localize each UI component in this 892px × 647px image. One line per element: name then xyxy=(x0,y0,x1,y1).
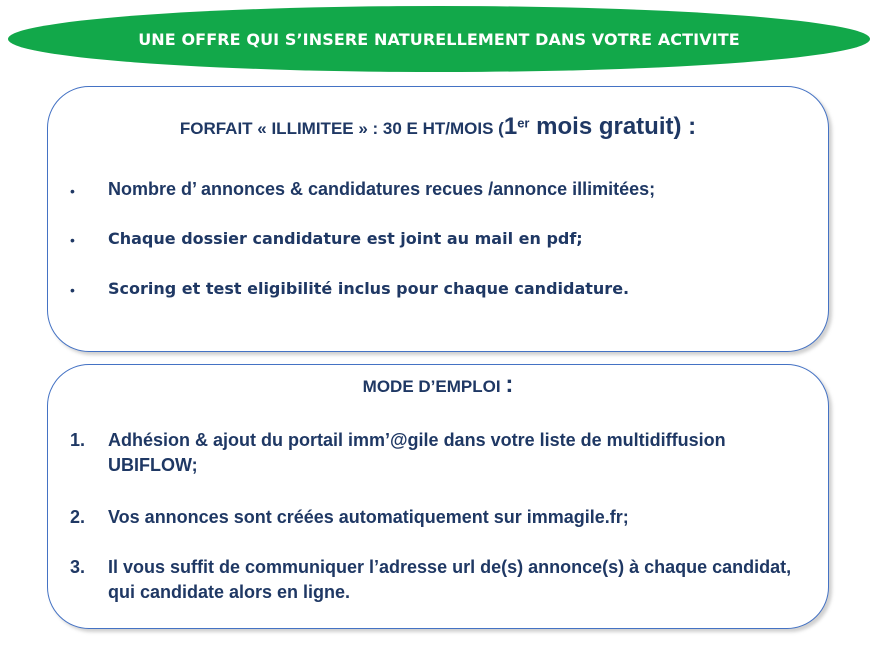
header-banner xyxy=(8,6,870,72)
offer-title xyxy=(48,113,828,141)
offer-title-prefix: FORFAIT « ILLIMITEE » : 30 E HT/MOIS ( xyxy=(179,119,504,138)
offer-bullet: Chaque dossier candidature est joint au mail en pdf; xyxy=(108,229,583,248)
step-number: 2. xyxy=(70,507,86,527)
usage-panel xyxy=(47,364,829,629)
step-text: Adhésion & ajout du portail imm’@gile dans votre liste de multidiffusion UBIFLOW; xyxy=(108,430,726,475)
offer-bullet: Nombre d’ annonces & candidatures recues /annonce illimitées; xyxy=(108,179,656,199)
usage-title-text: MODE D’EMPLOI xyxy=(362,377,501,396)
banner-text: UNE OFFRE QUI S’INSERE NATURELLEMENT DANS VOTRE ACTIVITE xyxy=(138,29,740,49)
usage-title xyxy=(48,371,828,399)
step-number: 3. xyxy=(70,557,86,577)
bullet-icon: • xyxy=(70,282,75,298)
step-text: Vos annonces sont créées automatiquement sur immagile.fr; xyxy=(108,507,629,527)
offer-panel xyxy=(47,86,829,352)
offer-bullet: Scoring et test eligibilité inclus pour chaque candidature. xyxy=(108,279,630,298)
bullet-icon: • xyxy=(70,183,75,199)
bullet-icon: • xyxy=(70,232,75,248)
offer-title-suffix: mois gratuit) : xyxy=(529,113,697,140)
step-text: Il vous suffit de communiquer l’adresse url de(s) annonce(s) à chaque candidat, qui candidate alors en ligne. xyxy=(108,557,792,602)
offer-title-num: 1 xyxy=(503,113,518,140)
usage-title-colon: : xyxy=(505,371,514,398)
offer-title-sup: er xyxy=(517,115,530,131)
step-number: 1. xyxy=(70,430,86,450)
